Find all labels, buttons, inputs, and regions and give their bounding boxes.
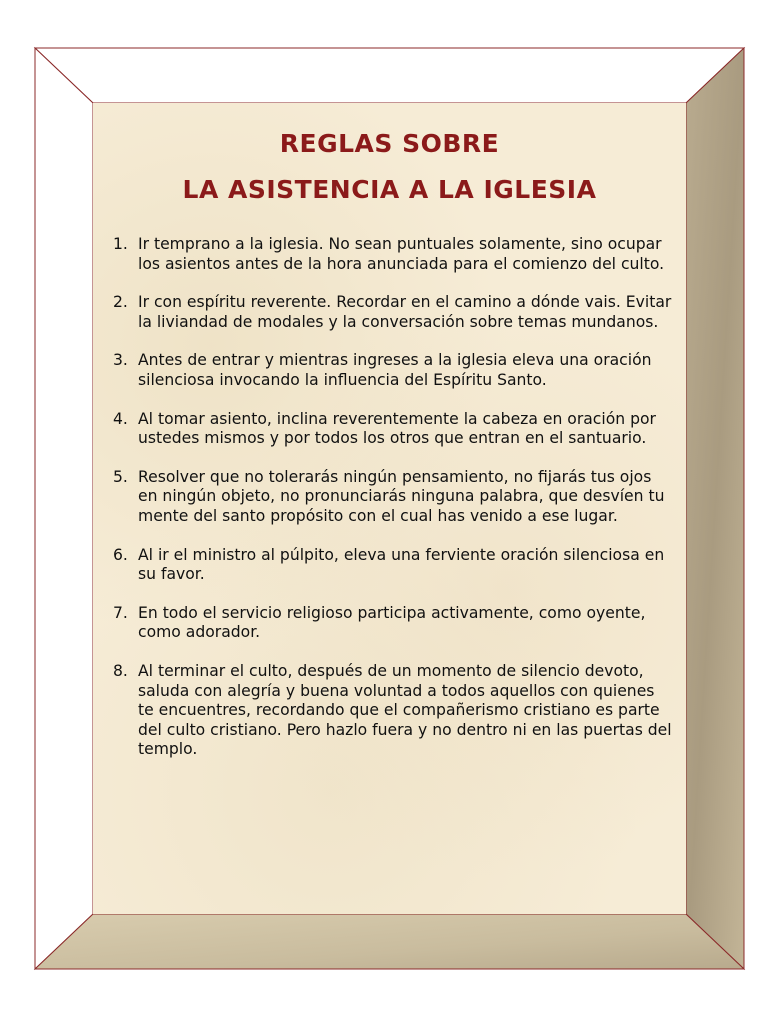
rule-number: 1. (113, 235, 128, 253)
parchment-panel (93, 103, 686, 914)
title-line-1: REGLAS SOBRE (279, 129, 500, 158)
rule-text: Al terminar el culto, después de un momento de silencio devoto, saluda con alegría y buena voluntad a todos aquellos con quienes te encuentres, recordando que el compañerismo cristiano es parte del culto cristiano. Pero hazlo fuera y no dentro ni en las puertas del templo. (138, 661, 672, 759)
rules-list (113, 235, 673, 779)
rule-number: 3. (113, 351, 128, 370)
rule-number: 7. (113, 603, 128, 622)
bevel-right (686, 48, 744, 969)
rule-text: En todo el servicio religioso participa activamente, como oyente, como adorador. (138, 603, 646, 642)
rule-item (113, 351, 673, 390)
bevel-top (35, 48, 744, 103)
rule-text: Ir temprano a la iglesia. No sean puntuales solamente, sino ocupar los asientos antes de la hora anunciada para el comienzo del culto. (138, 235, 665, 273)
rule-item (113, 662, 673, 760)
rule-item (113, 546, 673, 585)
rule-number: 5. (113, 467, 128, 486)
rule-number: 2. (113, 293, 128, 312)
rule-item (113, 410, 673, 449)
rule-number: 6. (113, 545, 128, 564)
rule-number: 8. (113, 661, 128, 680)
bevel-bottom (35, 914, 744, 969)
rule-item (113, 468, 673, 527)
rule-text: Al ir el ministro al púlpito, eleva una ferviente oración silenciosa en su favor. (138, 545, 665, 584)
rule-text: Ir con espíritu reverente. Recordar en el camino a dónde vais. Evitar la liviandad de modales y la conversación sobre temas mundanos. (138, 293, 672, 331)
title-line-2: LA ASISTENCIA A LA IGLESIA (182, 175, 597, 204)
rule-item (113, 235, 673, 274)
rule-text: Antes de entrar y mientras ingreses a la iglesia eleva una oración silenciosa invocando la influencia del Espíritu Santo. (138, 351, 652, 389)
rule-text: Resolver que no tolerarás ningún pensamiento, no fijarás tus ojos en ningún objeto, no pronunciarás ninguna palabra, que desvíen tu mente del santo propósito con el cual has venido a ese lugar. (138, 467, 665, 525)
rule-item (113, 293, 673, 332)
bevel-left (35, 48, 93, 969)
rule-item (113, 604, 673, 643)
rule-number: 4. (113, 409, 128, 428)
rule-text: Al tomar asiento, inclina reverentemente la cabeza en oración por ustedes mismos y por todos los otros que entran en el santuario. (138, 409, 656, 448)
